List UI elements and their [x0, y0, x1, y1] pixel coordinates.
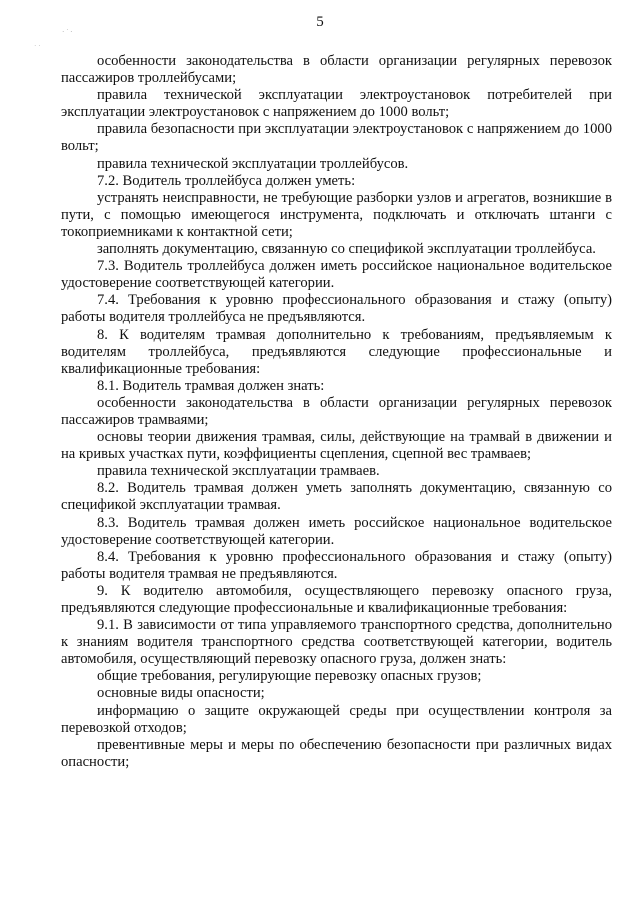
paragraph: правила технической эксплуатации троллейбусов. [97, 155, 409, 172]
paragraph: 9.1. В зависимости от типа управляемого транспортного средства, дополнительно к знаниям водителя транспортного средства соответствующей категории, водитель автомобиля, осуществляющий перевозку опасного груза, должен знать: [61, 617, 612, 668]
section-heading: 7.2. Водитель троллейбуса должен уметь: [97, 172, 356, 189]
paragraph: особенности законодательства в области организации регулярных перевозок пассажиров трамваями; [61, 394, 612, 428]
paragraph: основы теории движения трамвая, силы, действующие на трамвай в движении и на кривых участках пути, коэффициенты сцепления, сцепной вес трамваев; [61, 429, 612, 463]
paragraph: особенности законодательства в области организации регулярных перевозок пассажиров троллейбусами; [61, 53, 612, 87]
list-item: превентивные меры и меры по обеспечению безопасности при различных видах опасности; [61, 736, 612, 770]
list-item: общие требования, регулирующие перевозку опасных грузов; [97, 668, 482, 685]
paragraph: устранять неисправности, не требующие разборки узлов и агрегатов, возникшие в пути, с помощью имеющегося инструмента, подключать и отключать штанги с токоприемниками к контактной сети; [61, 189, 612, 240]
scan-mark-left: ˙ ˙ [34, 44, 41, 52]
scan-mark-top: · ˙ · [62, 28, 73, 36]
document-body [61, 53, 612, 771]
paragraph: 7.3. Водитель троллейбуса должен иметь российское национальное водительское удостоверение соответствующей категории. [61, 258, 612, 292]
paragraph: 8.2. Водитель трамвая должен уметь заполнять документацию, связанную со спецификой эксплуатации трамвая. [61, 480, 612, 514]
paragraph: правила технической эксплуатации электроустановок потребителей при эксплуатации электроустановок с напряжением до 1000 вольт; [61, 87, 612, 121]
paragraph: 9. К водителю автомобиля, осуществляющего перевозку опасного груза, предъявляются следующие профессиональные и квалификационные требования: [61, 582, 612, 616]
list-item: информацию о защите окружающей среды при осуществлении контроля за перевозкой отходов; [61, 702, 612, 736]
paragraph: правила безопасности при эксплуатации электроустановок с напряжением до 1000 вольт; [61, 121, 612, 155]
paragraph: 8.3. Водитель трамвая должен иметь российское национальное водительское удостоверение соответствующей категории. [61, 514, 612, 548]
paragraph: правила технической эксплуатации трамваев. [97, 463, 380, 480]
page-number: 5 [316, 14, 324, 30]
paragraph: 8. К водителям трамвая дополнительно к требованиям, предъявляемым к водителям троллейбуса, предъявляются следующие профессиональные и квалификационные требования: [61, 326, 612, 377]
paragraph: 7.4. Требования к уровню профессионального образования и стажу (опыту) работы водителя троллейбуса не предъявляются. [61, 292, 612, 326]
section-heading: 8.1. Водитель трамвая должен знать: [97, 377, 325, 394]
list-item: основные виды опасности; [97, 685, 265, 702]
paragraph: заполнять документацию, связанную со спецификой эксплуатации троллейбуса. [97, 241, 596, 258]
paragraph: 8.4. Требования к уровню профессионального образования и стажу (опыту) работы водителя трамвая не предъявляются. [61, 548, 612, 582]
